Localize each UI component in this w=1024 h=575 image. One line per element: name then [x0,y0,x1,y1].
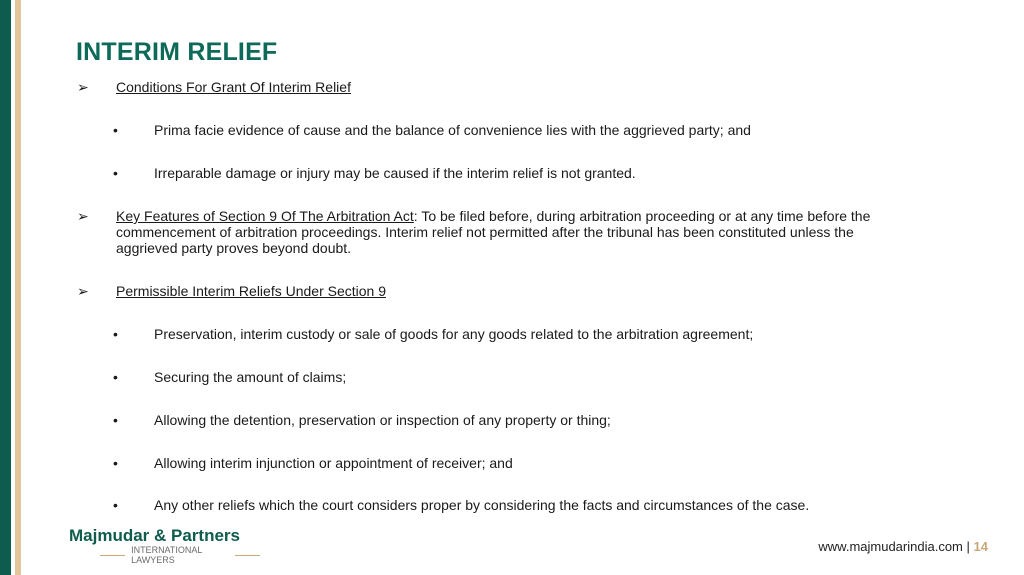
list-item: Allowing interim injunction or appointment of receiver; and [154,455,513,471]
left-green-bar [0,0,11,575]
list-item: Prima facie evidence of cause and the balance of convenience lies with the aggrieved party; and [154,122,751,138]
section-heading-key-features: Key Features of Section 9 Of The Arbitration Act [116,208,414,224]
section-paragraph-key-features [116,208,870,225]
paragraph-line: : To be filed before, during arbitration proceeding or at any time before the [413,208,871,224]
section-heading-permissible-reliefs: Permissible Interim Reliefs Under Section 9 [116,283,386,299]
bullet-icon: • [113,122,118,138]
bullet-icon: • [113,497,118,513]
bullet-icon: • [113,369,118,385]
left-tan-bar [15,0,21,575]
slide-title: INTERIM RELIEF [76,38,278,66]
website-link[interactable]: www.majmudarindia.com [818,539,963,554]
list-item: Irreparable damage or injury may be caused if the interim relief is not granted. [154,165,636,181]
paragraph-line: commencement of arbitration proceedings. Interim relief not permitted after the tribunal has been constituted unless the [116,224,854,240]
list-item: Securing the amount of claims; [154,369,347,385]
logo-divider [100,555,125,556]
arrow-bullet-icon: ➢ [77,208,89,224]
firm-logo-tagline-row [100,545,260,565]
section-heading-conditions: Conditions For Grant Of Interim Relief [116,79,351,95]
list-item: Allowing the detention, preservation or inspection of any property or thing; [154,412,611,428]
bullet-icon: • [113,412,118,428]
logo-divider [235,555,260,556]
bullet-icon: • [113,165,118,181]
firm-logo-tagline: INTERNATIONAL LAWYERS [131,545,203,565]
arrow-bullet-icon: ➢ [77,283,89,299]
footer [818,539,988,554]
paragraph-line: aggrieved party proves beyond doubt. [116,240,352,256]
bullet-icon: • [113,326,118,342]
footer-separator: | [966,539,970,554]
list-item: Any other reliefs which the court considers proper by considering the facts and circumstances of the case. [154,497,810,513]
firm-logo-name: Majmudar & Partners [69,526,240,545]
page-number: 14 [973,539,988,554]
bullet-icon: • [113,455,118,471]
list-item: Preservation, interim custody or sale of goods for any goods related to the arbitration agreement; [154,326,754,342]
arrow-bullet-icon: ➢ [77,79,89,95]
